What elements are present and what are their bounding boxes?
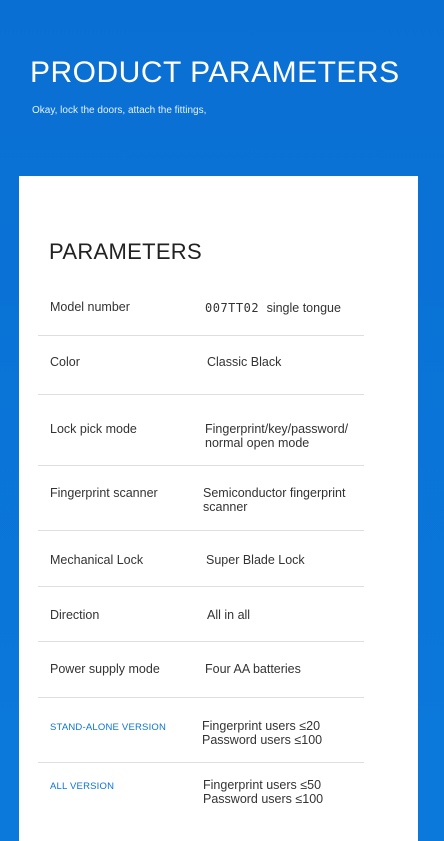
- param-value: [203, 486, 345, 514]
- param-row-color: [38, 336, 364, 395]
- param-label: Model number: [50, 300, 130, 314]
- param-value: [206, 553, 305, 567]
- param-value: [202, 719, 322, 747]
- param-value: [205, 662, 301, 676]
- param-label: ALL VERSION: [50, 781, 115, 792]
- param-value: [205, 422, 348, 450]
- param-row-model-number: [38, 282, 364, 336]
- param-label: STAND-ALONE VERSION: [50, 722, 167, 733]
- param-row-all-version: [38, 763, 364, 823]
- value-line: Semiconductor fingerprint: [203, 486, 346, 500]
- param-row-lock-pick-mode: [38, 395, 364, 466]
- param-label: Mechanical Lock: [50, 553, 144, 567]
- card-title: PARAMETERS: [49, 239, 202, 264]
- value-line: Fingerprint users ≤50: [203, 778, 322, 792]
- param-row-power-supply: [38, 642, 364, 698]
- model-code: 007TT02: [205, 301, 260, 315]
- value-line: All in all: [207, 608, 251, 622]
- page-title: PRODUCT PARAMETERS: [30, 56, 400, 89]
- value-line: Password users ≤100: [202, 733, 323, 747]
- page-subtitle: Okay, lock the doors, attach the fittings,: [32, 105, 207, 116]
- value-line: Password users ≤100: [203, 792, 324, 806]
- param-row-fingerprint-scanner: [38, 466, 364, 531]
- param-label: Direction: [50, 608, 100, 622]
- value-line: Fingerprint users ≤20: [202, 719, 321, 733]
- param-label: Lock pick mode: [50, 422, 137, 436]
- param-row-stand-alone-version: [38, 698, 364, 763]
- param-value: [203, 778, 323, 806]
- param-label: Color: [50, 355, 80, 369]
- param-row-direction: [38, 587, 364, 642]
- value-line: scanner: [203, 500, 248, 514]
- value-line: Super Blade Lock: [206, 553, 305, 567]
- model-suffix: single tongue: [266, 301, 341, 315]
- parameters-card: [19, 176, 418, 841]
- param-value: [207, 608, 250, 622]
- param-value: [207, 355, 281, 369]
- value-line: Four AA batteries: [205, 662, 301, 676]
- param-label: Power supply mode: [50, 662, 160, 676]
- param-row-mechanical-lock: [38, 531, 364, 587]
- value-line: normal open mode: [205, 436, 310, 450]
- value-line: Classic Black: [207, 355, 282, 369]
- value-line: Fingerprint/key/password/: [205, 422, 349, 436]
- param-value: [205, 301, 341, 315]
- param-label: Fingerprint scanner: [50, 486, 158, 500]
